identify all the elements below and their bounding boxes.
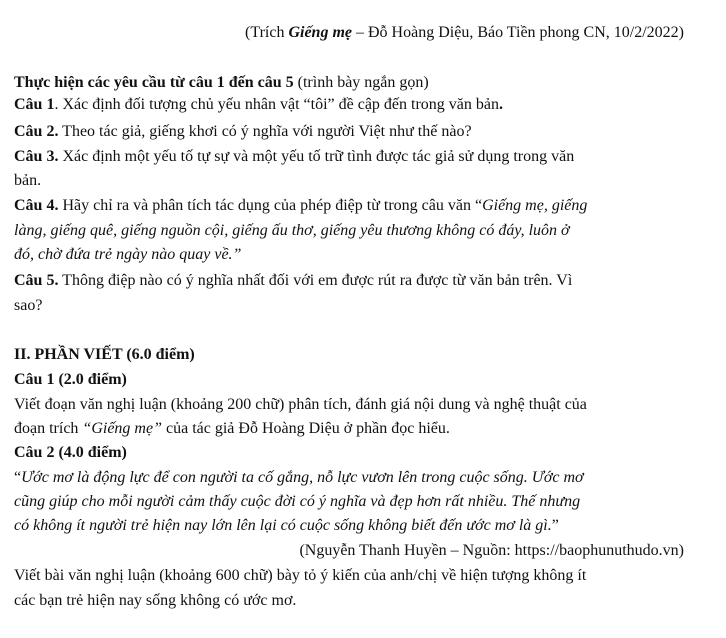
question-4-text: Hãy chỉ ra và phân tích tác dụng của phép điệp từ trong câu văn “ xyxy=(58,197,483,214)
citation-title: Giếng mẹ xyxy=(288,24,352,41)
quote-close-mark: ” xyxy=(551,517,559,534)
question-5-line-2: sao? xyxy=(14,297,43,314)
writing-question-1-heading: Câu 1 (2.0 điểm) xyxy=(14,371,127,388)
writing-question-1-line-1: Viết đoạn văn nghị luận (khoảng 200 chữ) phân tích, đánh giá nội dung và nghệ thuật của xyxy=(14,396,587,413)
question-4-line-2: làng, giếng quê, giếng nguồn cội, giếng ấu thơ, giếng yêu thương không có đáy, luôn ở xyxy=(14,222,570,239)
question-1-text: . Xác định đối tượng chủ yếu nhân vật “tôi” đề cập đến trong văn bản xyxy=(54,96,500,113)
question-1-label: Câu 1 xyxy=(14,96,55,113)
instruction-bold: Thực hiện các yêu cầu từ câu 1 đến câu 5 xyxy=(14,74,294,91)
c1-text-a: đoạn trích xyxy=(14,420,83,437)
quote-source: (Nguyễn Thanh Huyền – Nguồn: https://baophunuthudo.vn) xyxy=(299,542,684,559)
question-1 xyxy=(14,94,503,116)
question-3-text: Xác định một yếu tố tự sự và một yếu tố trữ tình được tác giả sử dụng trong văn xyxy=(58,148,575,165)
writing-question-2-task-line-2: các bạn trẻ hiện nay sống không có ước mơ. xyxy=(14,592,297,609)
question-5-text: Thông điệp nào có ý nghĩa nhất đối với em được rút ra được từ văn bản trên. Vì xyxy=(58,272,573,289)
question-5-line-1 xyxy=(14,270,572,292)
question-2-label: Câu 2. xyxy=(14,123,59,140)
question-4-label: Câu 4. xyxy=(14,197,59,214)
citation-open: (Trích xyxy=(245,24,289,41)
question-4-line-1 xyxy=(14,195,587,217)
question-3-line-2: bản. xyxy=(14,172,42,189)
quote-text-1: Ước mơ là động lực để con người ta cố gắng, nỗ lực vươn lên trong cuộc sống. Ước mơ xyxy=(21,469,584,486)
question-3-line-1 xyxy=(14,146,574,168)
quote-text-3: có không ít người trẻ hiện nay lớn lên lại có cuộc sống không biết đến ước mơ là gì. xyxy=(14,517,552,534)
question-4-line-3: đó, chờ đứa trẻ ngày nào quay về.” xyxy=(14,246,242,263)
c1-text-b: của tác giả Đỗ Hoàng Diệu ở phần đọc hiểu. xyxy=(161,420,450,437)
citation-line xyxy=(245,22,684,44)
reading-instruction xyxy=(14,72,429,94)
citation-rest: – Đỗ Hoàng Diệu, Báo Tiền phong CN, 10/2/2022) xyxy=(352,24,684,41)
question-2 xyxy=(14,121,472,143)
question-1-end: . xyxy=(499,96,504,113)
question-5-label: Câu 5. xyxy=(14,272,59,289)
writing-question-2-heading: Câu 2 (4.0 điểm) xyxy=(14,444,127,461)
writing-question-1-line-2 xyxy=(14,418,450,440)
question-2-text: Theo tác giả, giếng khơi có ý nghĩa với người Việt như thế nào? xyxy=(58,123,472,140)
quote-line-2: cũng giúp cho mỗi người cảm thấy cuộc đời có ý nghĩa và đẹp hơn rất nhiều. Thế nhưng xyxy=(14,493,581,510)
quote-open-mark: “ xyxy=(14,469,22,486)
c1-quote: “Giếng mẹ” xyxy=(82,420,162,437)
instruction-rest: (trình bày ngắn gọn) xyxy=(293,74,429,91)
quote-line-1 xyxy=(14,467,584,489)
section-heading: II. PHẦN VIẾT (6.0 điểm) xyxy=(14,346,195,363)
question-4-quote-start: Giếng mẹ, giếng xyxy=(482,197,588,214)
quote-line-3 xyxy=(14,515,559,537)
question-3-label: Câu 3. xyxy=(14,148,59,165)
writing-question-2-task-line-1: Viết bài văn nghị luận (khoảng 600 chữ) bày tỏ ý kiến của anh/chị về hiện tượng không ít xyxy=(14,567,587,584)
